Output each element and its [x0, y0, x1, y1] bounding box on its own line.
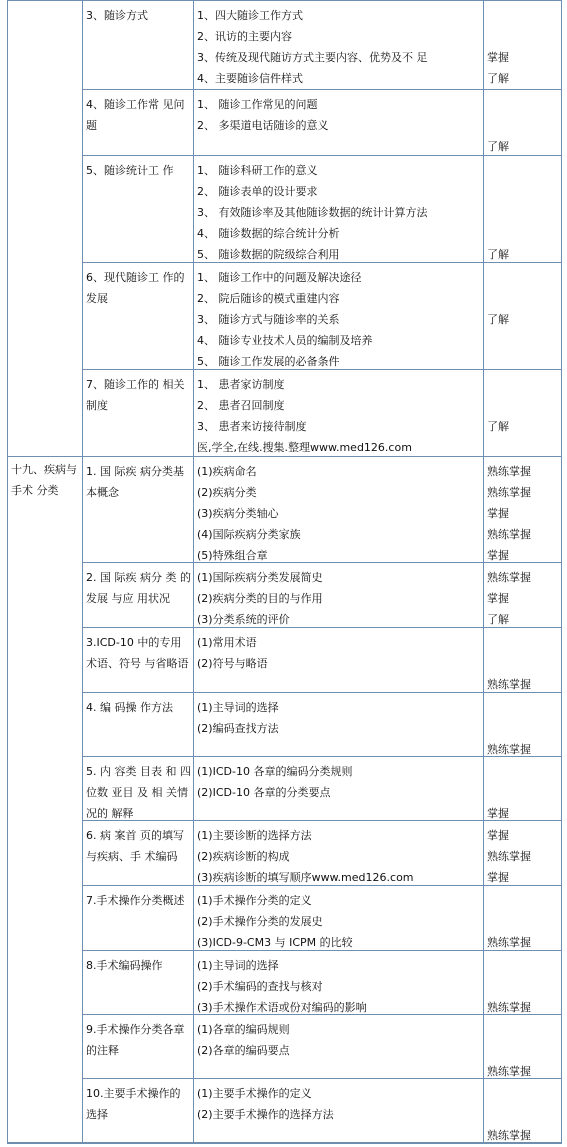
- content-line: 3、传统及现代随访方式主要内容、优势及不 足: [197, 51, 428, 64]
- content-line: 2、 院后随诊的模式重建内容: [197, 292, 340, 305]
- requirement-level: 熟练掌握: [487, 1129, 531, 1142]
- level-cell: [483, 155, 562, 263]
- content-line: 3、 随诊方式与随诊率的关系: [197, 313, 340, 326]
- content-line: 1、 随诊科研工作的意义: [197, 164, 318, 177]
- requirement-level: [487, 267, 559, 288]
- requirement-level: 掌握: [487, 51, 509, 64]
- topic-name: 2. 国 际疾 病分 类 的 发展 与应 用状况: [86, 571, 191, 605]
- level-cell: [483, 0, 562, 90]
- topic-name: 9.手术操作分类各章的注释: [86, 1023, 185, 1057]
- level-cell: [483, 562, 562, 628]
- requirement-level: [487, 160, 559, 181]
- content-cell: [193, 692, 484, 757]
- section-title-cell: [7, 456, 83, 1144]
- requirement-level: [487, 697, 559, 718]
- requirement-level: 熟练掌握: [487, 528, 531, 541]
- topic-cell: [82, 627, 194, 693]
- requirement-level: [487, 653, 559, 674]
- content-cell: [193, 1078, 484, 1144]
- requirement-level: 了解: [487, 313, 509, 326]
- content-cell: [193, 627, 484, 693]
- section-title-cell: [7, 0, 83, 457]
- content-cell: [193, 885, 484, 951]
- content-line: (3)分类系统的评价: [197, 613, 290, 626]
- requirement-level: [487, 181, 559, 202]
- level-cell: [483, 262, 562, 370]
- topic-name: 6. 病 案首 页的填写与疾病、手 术编码: [86, 829, 184, 863]
- requirement-level: 掌握: [487, 507, 509, 520]
- content-line: 1、 随诊工作常见的问题: [197, 98, 318, 111]
- requirement-level: [487, 94, 559, 115]
- content-cell: [193, 756, 484, 821]
- content-line: 5、 随诊数据的院级综合利用: [197, 248, 340, 261]
- topic-cell: [82, 369, 194, 457]
- requirement-level: 熟练掌握: [487, 1001, 531, 1014]
- topic-cell: [82, 262, 194, 370]
- requirement-level: 掌握: [487, 829, 509, 842]
- requirement-level: 了解: [487, 613, 509, 626]
- section-title: 十九、疾病与手术 分类: [11, 463, 77, 497]
- requirement-level: 掌握: [487, 807, 509, 820]
- content-line: 5、 随诊工作发展的必备条件: [197, 355, 340, 368]
- requirement-level: 熟练掌握: [487, 743, 531, 756]
- requirement-level: 了解: [487, 420, 509, 433]
- content-line: (3)疾病诊断的填写顺序www.med126.com: [197, 871, 414, 884]
- content-cell: [193, 369, 484, 457]
- content-cell: [193, 0, 484, 90]
- level-cell: [483, 627, 562, 693]
- requirement-level: [487, 374, 559, 395]
- topic-name: 10.主要手术操作的选择: [86, 1087, 181, 1121]
- requirement-level: [487, 718, 559, 739]
- content-line: (2)手术编码的查找与核对: [197, 980, 323, 993]
- level-cell: [483, 1078, 562, 1144]
- content-line: (2)符号与略语: [197, 657, 268, 670]
- level-cell: [483, 885, 562, 951]
- content-cell: [193, 1014, 484, 1079]
- content-line: (1)手术操作分类的定义: [197, 894, 312, 907]
- level-cell: [483, 456, 562, 563]
- topic-cell: [82, 820, 194, 886]
- content-line: (2)疾病分类的目的与作用: [197, 592, 323, 605]
- requirement-level: 掌握: [487, 592, 509, 605]
- content-line: 医,学全,在线.搜集.整理www.med126.com: [197, 441, 412, 454]
- content-line: (2)主要手术操作的选择方法: [197, 1108, 334, 1121]
- topic-name: 3、随诊方式: [86, 9, 148, 22]
- requirement-level: [487, 911, 559, 932]
- requirement-level: [487, 1040, 559, 1061]
- content-line: 3、 有效随诊率及其他随诊数据的统计计算方法: [197, 206, 428, 219]
- content-line: (2)各章的编码要点: [197, 1044, 290, 1057]
- topic-cell: [82, 1014, 194, 1079]
- topic-cell: [82, 692, 194, 757]
- requirement-level: 熟练掌握: [487, 850, 531, 863]
- topic-name: 7.手术操作分类概述: [86, 894, 185, 907]
- content-line: (1)常用术语: [197, 636, 257, 649]
- level-cell: [483, 756, 562, 821]
- requirement-level: 了解: [487, 72, 509, 85]
- requirement-level: [487, 1104, 559, 1125]
- content-line: (2)疾病诊断的构成: [197, 850, 290, 863]
- requirement-level: [487, 5, 559, 26]
- topic-name: 4. 编 码操 作方法: [86, 701, 173, 714]
- content-line: (2)疾病分类: [197, 486, 257, 499]
- requirement-level: [487, 202, 559, 223]
- content-line: 1、四大随诊工作方式: [197, 9, 303, 22]
- content-cell: [193, 820, 484, 886]
- content-line: (1)主要诊断的选择方法: [197, 829, 312, 842]
- level-cell: [483, 692, 562, 757]
- content-cell: [193, 262, 484, 370]
- requirement-level: 熟练掌握: [487, 465, 531, 478]
- content-line: (1)ICD-10 各章的编码分类规则: [197, 765, 353, 778]
- content-line: 4、 随诊数据的综合统计分析: [197, 227, 340, 240]
- topic-cell: [82, 1078, 194, 1144]
- topic-cell: [82, 756, 194, 821]
- content-line: (3)手术操作术语或份对编码的影响: [197, 1001, 367, 1014]
- requirement-level: [487, 395, 559, 416]
- content-line: (2)手术操作分类的发展史: [197, 915, 323, 928]
- content-line: (1)疾病命名: [197, 465, 257, 478]
- content-line: (3)ICD-9-CM3 与 ICPM 的比较: [197, 936, 353, 949]
- requirement-level: 掌握: [487, 871, 509, 884]
- requirement-level: [487, 955, 559, 976]
- content-line: 1、 随诊工作中的问题及解决途径: [197, 271, 362, 284]
- topic-name: 6、现代随诊工 作的发展: [86, 271, 185, 305]
- content-cell: [193, 562, 484, 628]
- content-line: (1)各章的编码规则: [197, 1023, 290, 1036]
- level-cell: [483, 820, 562, 886]
- content-cell: [193, 155, 484, 263]
- requirement-level: [487, 976, 559, 997]
- content-line: (4)国际疾病分类家族: [197, 528, 301, 541]
- requirement-level: 熟练掌握: [487, 1065, 531, 1078]
- content-line: (5)特殊组合章: [197, 549, 268, 562]
- content-line: (1)国际疾病分类发展简史: [197, 571, 323, 584]
- topic-cell: [82, 0, 194, 90]
- content-line: (1)主导词的选择: [197, 959, 279, 972]
- requirement-level: 掌握: [487, 549, 509, 562]
- content-line: (3)疾病分类轴心: [197, 507, 279, 520]
- requirement-level: [487, 115, 559, 136]
- level-cell: [483, 369, 562, 457]
- requirement-level: [487, 761, 559, 782]
- requirement-level: [487, 1019, 559, 1040]
- content-line: 2、 患者召回制度: [197, 399, 285, 412]
- content-line: 4、 随诊专业技术人员的编制及培养: [197, 334, 373, 347]
- topic-cell: [82, 456, 194, 563]
- requirement-level: [487, 26, 559, 47]
- requirement-level: [487, 437, 559, 457]
- requirement-level: 了解: [487, 248, 509, 261]
- topic-name: 5、随诊统计工 作: [86, 164, 174, 177]
- topic-cell: [82, 155, 194, 263]
- content-line: 2、 多渠道电话随诊的意义: [197, 119, 329, 132]
- requirement-level: 熟练掌握: [487, 571, 531, 584]
- level-cell: [483, 1014, 562, 1079]
- requirement-level: 了解: [487, 140, 509, 153]
- requirement-level: [487, 288, 559, 309]
- requirement-level: [487, 890, 559, 911]
- topic-name: 8.手术编码操作: [86, 959, 163, 972]
- content-line: 4、主要随诊信件样式: [197, 72, 303, 85]
- requirement-level: [487, 782, 559, 803]
- topic-name: 5. 内 容类 目表 和 四 位数 亚目 及 相 关情 况的 解释: [86, 765, 191, 820]
- content-line: (1)主导词的选择: [197, 701, 279, 714]
- requirement-level: [487, 1083, 559, 1104]
- content-line: 2、 随诊表单的设计要求: [197, 185, 318, 198]
- content-line: 1、 患者家访制度: [197, 378, 285, 391]
- content-line: (1)主要手术操作的定义: [197, 1087, 312, 1100]
- content-line: 3、 患者来访接待制度: [197, 420, 307, 433]
- topic-name: 4、随诊工作常 见问题: [86, 98, 185, 132]
- topic-cell: [82, 562, 194, 628]
- level-cell: [483, 950, 562, 1015]
- requirement-level: 熟练掌握: [487, 486, 531, 499]
- topic-name: 3.ICD-10 中的专用术语、符号 与省略语: [86, 636, 189, 670]
- topic-cell: [82, 89, 194, 156]
- level-cell: [483, 89, 562, 156]
- content-line: (2)编码查找方法: [197, 722, 279, 735]
- requirement-level: [487, 330, 559, 351]
- content-cell: [193, 950, 484, 1015]
- requirement-level: [487, 351, 559, 370]
- content-cell: [193, 456, 484, 563]
- requirement-level: [487, 632, 559, 653]
- content-line: (2)ICD-10 各章的分类要点: [197, 786, 331, 799]
- requirement-level: 熟练掌握: [487, 936, 531, 949]
- topic-cell: [82, 885, 194, 951]
- topic-cell: [82, 950, 194, 1015]
- requirement-level: 熟练掌握: [487, 678, 531, 691]
- requirement-level: [487, 223, 559, 244]
- topic-name: 7、随诊工作的 相关制度: [86, 378, 185, 412]
- content-line: 2、讯访的主要内容: [197, 30, 292, 43]
- topic-name: 1. 国 际疾 病分类基本概念: [86, 465, 184, 499]
- content-cell: [193, 89, 484, 156]
